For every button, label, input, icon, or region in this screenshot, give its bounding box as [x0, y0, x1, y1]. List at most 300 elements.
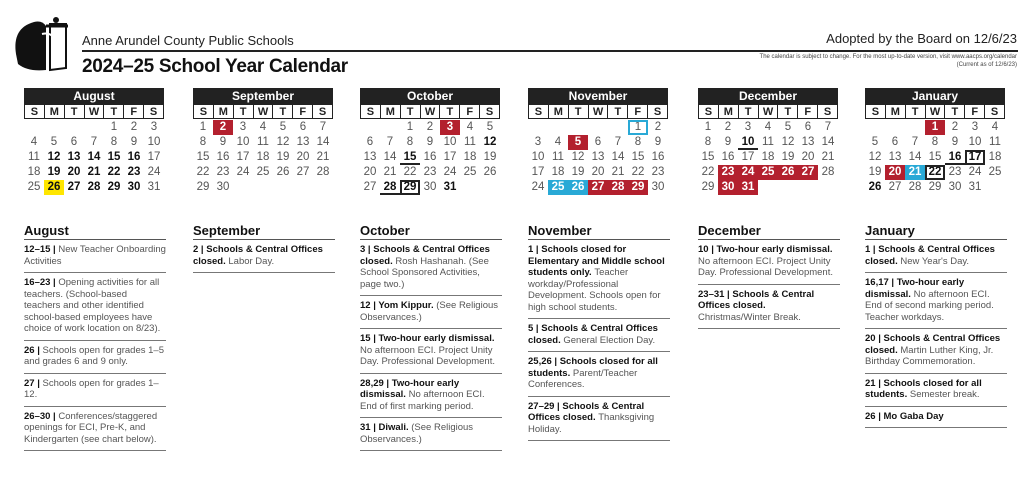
day-cell: 26 — [868, 181, 882, 193]
day-cell: 29 — [928, 181, 942, 193]
event-headline: Two-hour early dismissal. — [865, 277, 965, 300]
weekday-label: T — [739, 105, 759, 119]
weekday-label: S — [529, 105, 549, 119]
day-cell: 27 — [798, 165, 818, 180]
day-cell: 3 — [744, 121, 752, 133]
day-cell: 15 — [928, 151, 942, 163]
event-headline: Two-hour early dismissal. — [716, 244, 833, 255]
weekday-label: F — [460, 105, 480, 119]
day-cell: 28 — [380, 180, 400, 195]
weekday-label: T — [234, 105, 254, 119]
day-cell: 20 — [67, 166, 81, 178]
day-cell: 1 — [110, 121, 118, 133]
empty-day-cell — [568, 120, 588, 135]
day-cell: 15 — [107, 151, 121, 163]
day-cell: 22 — [925, 165, 945, 180]
day-cell: 6 — [366, 136, 374, 148]
day-cell: 11 — [257, 136, 269, 148]
day-cell: 9 — [654, 136, 662, 148]
event-date: 12–15 | — [24, 244, 59, 255]
day-cell: 24 — [531, 181, 545, 193]
day-cell: 12 — [571, 151, 585, 163]
day-cell: 18 — [463, 151, 477, 163]
aacps-logo-icon — [6, 14, 72, 80]
day-cell: 28 — [821, 166, 835, 178]
day-cell: 4 — [259, 121, 267, 133]
month-calendar-november — [528, 88, 668, 195]
day-cell: 24 — [236, 166, 250, 178]
day-cell: 21 — [611, 166, 625, 178]
day-cell: 16 — [651, 151, 665, 163]
event-description: No afternoon ECI. Project Unity Day. Professional Development. — [360, 344, 495, 367]
notes-month-title: January — [865, 223, 1007, 240]
day-cell: 5 — [784, 121, 792, 133]
event-headline: Two-hour early dismissal. — [360, 377, 460, 400]
day-cell: 15 — [631, 151, 645, 163]
day-cell: 4 — [30, 136, 38, 148]
day-cell: 29 — [701, 181, 715, 193]
month-header: January — [865, 88, 1005, 104]
event-description: Schools open for grades 1–12. — [24, 377, 159, 400]
day-cell: 17 — [236, 151, 250, 163]
event-entry — [24, 273, 166, 341]
day-cell: 25 — [548, 180, 568, 195]
day-cell: 3 — [534, 136, 542, 148]
day-cell: 28 — [316, 166, 330, 178]
disclaimer-note — [760, 53, 1017, 69]
day-cell: 2 — [654, 121, 662, 133]
event-date: 26 | — [24, 344, 43, 356]
event-description: Parent/Teacher Conferences. — [528, 367, 638, 390]
event-headline: Schools closed for all students. — [528, 356, 658, 379]
event-headline: Schools & Central Offices closed. — [528, 323, 658, 346]
org-name: Anne Arundel County Public Schools — [82, 33, 294, 48]
page-title: 2024–25 School Year Calendar — [82, 56, 348, 77]
weekday-header-row — [360, 104, 500, 119]
event-description: Teacher workday/Professional Development. Schools open for high school students. — [528, 267, 661, 313]
weekday-label: T — [104, 105, 124, 119]
day-cell: 28 — [908, 181, 922, 193]
day-cell: 23 — [423, 166, 437, 178]
day-cell: 6 — [891, 136, 899, 148]
month-header: August — [24, 88, 164, 104]
notes-column-october — [360, 223, 502, 451]
day-cell: 7 — [90, 136, 98, 148]
weekday-label: T — [906, 105, 926, 119]
day-cell: 12 — [276, 136, 290, 148]
day-cell: 25 — [463, 166, 477, 178]
month-header: October — [360, 88, 500, 104]
day-cell: 30 — [948, 181, 962, 193]
day-cell: 13 — [67, 151, 81, 163]
day-cell: 7 — [824, 121, 832, 133]
empty-day-cell — [528, 120, 548, 135]
day-cell: 22 — [631, 166, 645, 178]
day-cell: 30 — [127, 181, 141, 193]
event-headline: Diwali. — [378, 422, 412, 433]
day-cell: 13 — [296, 136, 310, 148]
day-cell: 19 — [781, 151, 795, 163]
day-cell: 7 — [319, 121, 327, 133]
weekday-label: S — [313, 105, 333, 119]
day-cell: 8 — [634, 136, 642, 148]
day-cell: 5 — [50, 136, 58, 148]
day-cell: 2 — [213, 120, 233, 135]
event-headline: Schools & Central Offices closed. — [698, 288, 815, 311]
day-cell: 6 — [299, 121, 307, 133]
event-date: 10 | — [698, 244, 717, 255]
event-description: (See Religious Observances.) — [360, 300, 499, 323]
day-cell: 21 — [905, 165, 925, 180]
event-description: (See Religious Observances.) — [360, 422, 474, 445]
event-headline: Yom Kippur. — [378, 300, 437, 311]
event-date: 5 | — [528, 323, 542, 334]
day-cell: 8 — [110, 136, 118, 148]
weekday-label: T — [569, 105, 589, 119]
weekday-label: W — [254, 105, 274, 119]
event-date: 26 | — [865, 410, 884, 422]
day-cell: 13 — [591, 151, 605, 163]
day-grid — [360, 120, 500, 195]
day-cell: 9 — [219, 136, 227, 148]
day-cell: 13 — [363, 151, 377, 163]
event-headline: Schools & Central Offices closed. — [865, 244, 995, 267]
day-cell: 31 — [147, 181, 161, 193]
day-cell: 1 — [628, 120, 648, 135]
event-entry — [865, 374, 1007, 407]
day-cell: 9 — [951, 136, 959, 148]
day-cell: 4 — [554, 136, 562, 148]
event-description: Thanksgiving Holiday. — [528, 412, 655, 435]
event-headline: Schools & Central Offices closed. — [528, 400, 645, 423]
event-date: 12 | — [360, 300, 379, 311]
day-cell: 30 — [216, 181, 230, 193]
event-description: Rosh Hashanah. (See School Sponsored Activities, page two.) — [360, 255, 489, 290]
weekday-header-row — [528, 104, 668, 119]
current-as-of: (Current as of 12/6/23) — [956, 62, 1017, 68]
day-cell: 10 — [531, 151, 545, 163]
month-calendar-december — [698, 88, 838, 195]
day-grid — [865, 120, 1005, 195]
empty-day-cell — [380, 120, 400, 135]
weekday-header-row — [24, 104, 164, 119]
empty-day-cell — [865, 120, 885, 135]
event-description: No afternoon ECI. End of second marking period. Teacher workdays. — [865, 288, 994, 323]
event-headline: Schools & Central Offices closed. — [865, 333, 1001, 356]
day-cell: 14 — [611, 151, 625, 163]
month-calendar-september — [193, 88, 333, 195]
day-cell: 1 — [925, 120, 945, 135]
day-cell: 1 — [199, 121, 207, 133]
weekday-header-row — [698, 104, 838, 119]
empty-day-cell — [905, 120, 925, 135]
weekday-label: M — [45, 105, 65, 119]
day-cell: 11 — [552, 151, 564, 163]
day-cell: 27 — [363, 181, 377, 193]
event-date: 28,29 | — [360, 377, 392, 389]
event-description: Semester break. — [909, 389, 980, 400]
day-cell: 23 — [127, 166, 141, 178]
day-cell: 26 — [276, 166, 290, 178]
day-cell: 19 — [483, 151, 497, 163]
day-cell: 21 — [383, 166, 397, 178]
event-description: Opening activities for all teachers. (School-based teachers and other identified school-based employees have choice of work location on 8/23). — [24, 277, 161, 334]
event-description: No afternoon ECI. End of first marking period. — [360, 389, 485, 412]
day-cell: 12 — [781, 136, 795, 148]
day-cell: 22 — [403, 166, 417, 178]
day-cell: 6 — [594, 136, 602, 148]
day-cell: 19 — [868, 166, 882, 178]
notes-column-november — [528, 223, 670, 441]
day-cell: 25 — [256, 166, 270, 178]
day-cell: 23 — [948, 166, 962, 178]
event-entry — [698, 240, 840, 285]
day-cell: 8 — [704, 136, 712, 148]
empty-day-cell — [548, 120, 568, 135]
month-calendar-january — [865, 88, 1005, 195]
event-entry — [528, 352, 670, 397]
day-cell: 24 — [738, 165, 758, 180]
day-cell: 11 — [464, 136, 476, 148]
day-cell: 27 — [67, 181, 81, 193]
weekday-label: W — [421, 105, 441, 119]
day-cell: 3 — [239, 121, 247, 133]
event-date: 27–29 | — [528, 400, 563, 412]
weekday-label: T — [778, 105, 798, 119]
event-date: 3 | — [360, 244, 374, 255]
day-cell: 4 — [764, 121, 772, 133]
event-description: New Year's Day. — [900, 255, 970, 267]
day-cell: 15 — [701, 151, 715, 163]
day-cell: 2 — [130, 121, 138, 133]
weekday-label: F — [293, 105, 313, 119]
day-cell: 26 — [778, 165, 798, 180]
event-date: 15 | — [360, 333, 379, 344]
event-date: 16–23 | — [24, 277, 59, 288]
event-entry — [865, 407, 1007, 429]
day-cell: 16 — [127, 151, 141, 163]
day-cell: 18 — [551, 166, 565, 178]
empty-day-cell — [885, 120, 905, 135]
day-cell: 29 — [196, 181, 210, 193]
weekday-label: W — [589, 105, 609, 119]
day-cell: 14 — [383, 151, 397, 163]
day-cell: 3 — [971, 121, 979, 133]
day-cell: 16 — [945, 150, 965, 165]
day-cell: 21 — [821, 151, 835, 163]
day-cell: 22 — [701, 166, 715, 178]
day-cell: 18 — [761, 151, 775, 163]
day-cell: 25 — [758, 165, 778, 180]
event-description: Martin Luther King, Jr. Birthday Commemoration. — [865, 344, 994, 367]
month-calendar-august — [24, 88, 164, 195]
day-cell: 23 — [718, 165, 738, 180]
day-cell: 31 — [443, 181, 457, 193]
day-cell: 10 — [236, 136, 250, 148]
event-entry — [360, 418, 502, 451]
day-cell: 7 — [386, 136, 394, 148]
empty-day-cell — [588, 120, 608, 135]
day-cell: 23 — [651, 166, 665, 178]
day-cell: 5 — [568, 135, 588, 150]
weekday-label: M — [886, 105, 906, 119]
event-date: 1 | — [865, 244, 879, 255]
day-cell: 20 — [801, 151, 815, 163]
event-headline: Schools closed for all students. — [865, 377, 982, 400]
month-header: September — [193, 88, 333, 104]
day-cell: 15 — [196, 151, 210, 163]
event-date: 1 | — [528, 244, 542, 255]
month-header: December — [698, 88, 838, 104]
day-cell: 5 — [486, 121, 494, 133]
empty-day-cell — [64, 120, 84, 135]
day-cell: 3 — [440, 120, 460, 135]
empty-day-cell — [84, 120, 104, 135]
day-cell: 23 — [216, 166, 230, 178]
weekday-label: S — [866, 105, 886, 119]
day-cell: 14 — [821, 136, 835, 148]
disclaimer-line: The calendar is subject to change. For the most up-to-date version, visit www.aacps.org/calendar — [759, 54, 1017, 60]
empty-day-cell — [44, 120, 64, 135]
event-entry — [865, 329, 1007, 374]
weekday-label: M — [549, 105, 569, 119]
weekday-label: S — [480, 105, 500, 119]
day-grid — [528, 120, 668, 195]
day-cell: 17 — [741, 151, 755, 163]
weekday-label: T — [401, 105, 421, 119]
day-cell: 13 — [888, 151, 902, 163]
day-cell: 4 — [991, 121, 999, 133]
event-entry — [24, 374, 166, 407]
day-cell: 7 — [614, 136, 622, 148]
weekday-label: S — [144, 105, 164, 119]
weekday-label: M — [381, 105, 401, 119]
day-cell: 11 — [762, 136, 774, 148]
day-cell: 27 — [888, 181, 902, 193]
day-cell: 25 — [27, 181, 41, 193]
notes-column-august — [24, 223, 166, 451]
day-cell: 2 — [724, 121, 732, 133]
day-cell: 6 — [804, 121, 812, 133]
day-cell: 12 — [483, 136, 497, 148]
day-cell: 24 — [443, 166, 457, 178]
event-description: Conferences/staggered openings for ECI, Pre-K, and Kindergarten (see chart below). — [24, 410, 158, 445]
day-cell: 15 — [400, 150, 420, 165]
day-cell: 8 — [931, 136, 939, 148]
weekday-label: F — [798, 105, 818, 119]
event-entry — [24, 341, 166, 374]
day-cell: 1 — [406, 121, 414, 133]
event-date: 16,17 | — [865, 277, 897, 288]
day-cell: 5 — [279, 121, 287, 133]
day-cell: 19 — [276, 151, 290, 163]
weekday-label: S — [25, 105, 45, 119]
event-headline: Schools closed for Elementary and Middle school students only. — [528, 244, 665, 278]
event-entry — [360, 296, 502, 329]
weekday-label: S — [194, 105, 214, 119]
day-cell: 9 — [724, 136, 732, 148]
day-cell: 27 — [588, 180, 608, 195]
weekday-label: S — [361, 105, 381, 119]
day-cell: 26 — [44, 180, 64, 195]
day-cell: 4 — [466, 121, 474, 133]
weekday-label: T — [608, 105, 628, 119]
event-date: 20 | — [865, 333, 884, 344]
weekday-label: S — [818, 105, 838, 119]
weekday-label: W — [926, 105, 946, 119]
day-cell: 17 — [443, 151, 457, 163]
event-date: 31 | — [360, 422, 379, 433]
day-grid — [193, 120, 333, 195]
day-cell: 26 — [483, 166, 497, 178]
notes-column-december — [698, 223, 840, 329]
day-cell: 9 — [426, 136, 434, 148]
day-cell: 5 — [871, 136, 879, 148]
day-cell: 12 — [868, 151, 882, 163]
event-headline: Mo Gaba Day — [883, 410, 944, 422]
empty-day-cell — [608, 120, 628, 135]
day-cell: 6 — [70, 136, 78, 148]
event-description: New Teacher Onboarding Activities — [24, 244, 166, 267]
day-cell: 28 — [87, 181, 101, 193]
day-cell: 19 — [47, 166, 61, 178]
day-cell: 13 — [801, 136, 815, 148]
day-cell: 17 — [965, 150, 985, 165]
day-cell: 31 — [968, 181, 982, 193]
day-cell: 19 — [571, 166, 585, 178]
day-cell: 18 — [256, 151, 270, 163]
day-cell: 24 — [968, 166, 982, 178]
day-cell: 1 — [704, 121, 712, 133]
day-cell: 11 — [28, 151, 40, 163]
month-header: November — [528, 88, 668, 104]
event-entry — [24, 407, 166, 452]
event-entry — [698, 285, 840, 330]
weekday-label: M — [214, 105, 234, 119]
event-entry — [528, 240, 670, 319]
event-date: 25,26 | — [528, 356, 560, 367]
day-cell: 16 — [423, 151, 437, 163]
day-cell: 22 — [196, 166, 210, 178]
day-cell: 14 — [316, 136, 330, 148]
weekday-label: T — [945, 105, 965, 119]
day-cell: 10 — [443, 136, 457, 148]
day-cell: 29 — [107, 181, 121, 193]
weekday-header-row — [865, 104, 1005, 119]
event-description: Labor Day. — [228, 255, 275, 267]
event-headline: Two-hour early dismissal. — [378, 333, 495, 344]
day-cell: 21 — [87, 166, 101, 178]
event-description: Christmas/Winter Break. — [698, 311, 801, 323]
day-cell: 16 — [721, 151, 735, 163]
notes-month-title: October — [360, 223, 502, 240]
day-cell: 25 — [988, 166, 1002, 178]
day-cell: 22 — [107, 166, 121, 178]
weekday-label: S — [699, 105, 719, 119]
day-cell: 11 — [989, 136, 1001, 148]
event-date: 2 | — [193, 244, 207, 255]
event-description: Schools open for grades 1–5 and grades 6 and 9 only. — [24, 344, 164, 367]
weekday-label: M — [719, 105, 739, 119]
day-cell: 9 — [130, 136, 138, 148]
event-date: 21 | — [865, 377, 884, 389]
day-cell: 2 — [426, 121, 434, 133]
day-cell: 8 — [406, 136, 414, 148]
weekday-label: F — [124, 105, 144, 119]
day-cell: 30 — [423, 181, 437, 193]
weekday-label: S — [648, 105, 668, 119]
event-description: General Election Day. — [563, 334, 656, 346]
